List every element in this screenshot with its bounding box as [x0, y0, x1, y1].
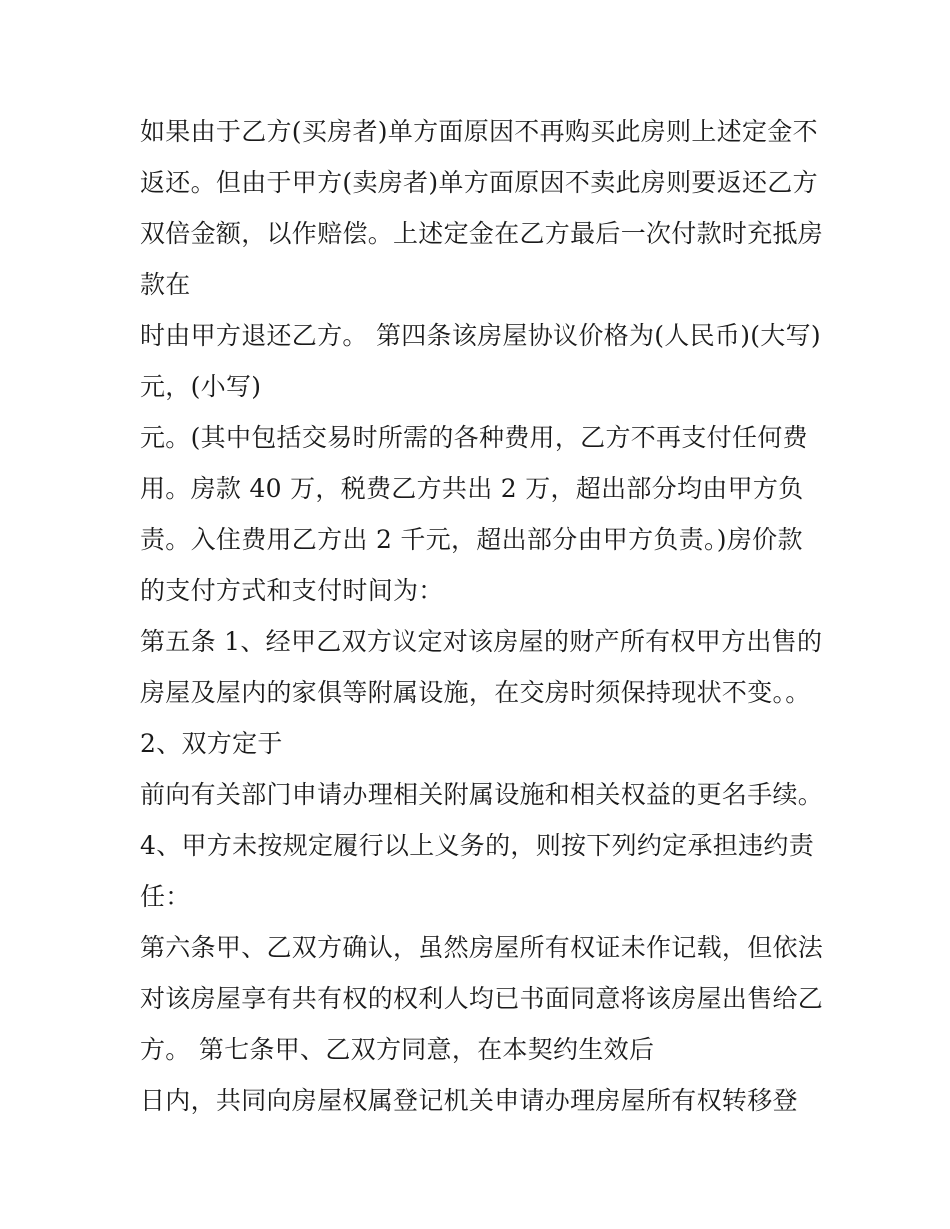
text-line: 对该房屋享有共有权的权利人均已书面同意将该房屋出售给乙	[140, 984, 824, 1013]
text-line: 第六条甲、乙双方确认，虽然房屋所有权证未作记载，但依法	[140, 933, 824, 962]
text-line: 任：	[140, 882, 191, 911]
text-line: 责。入住费用乙方出 2 千元，超出部分由甲方负责。)房价款	[140, 525, 803, 554]
text-line: 方。 第七条甲、乙双方同意，在本契约生效后	[140, 1035, 655, 1064]
text-line: 返还。但由于甲方(卖房者)单方面原因不卖此房则要返还乙方	[140, 168, 818, 197]
text-line: 双倍金额，以作赔偿。上述定金在乙方最后一次付款时充抵房	[140, 219, 824, 248]
text-line: 时由甲方退还乙方。 第四条该房屋协议价格为(人民币)(大写)	[140, 321, 821, 350]
text-line: 第五条 1、经甲乙双方议定对该房屋的财产所有权甲方出售的	[140, 627, 823, 656]
text-line: 元。(其中包括交易时所需的各种费用，乙方不再支付任何费	[140, 423, 808, 452]
text-line: 用。房款 40 万，税费乙方共出 2 万，超出部分均由甲方负	[140, 474, 804, 503]
text-line: 房屋及屋内的家俱等附属设施，在交房时须保持现状不变。。	[140, 678, 811, 707]
document-body	[140, 106, 840, 1126]
text-line: 如果由于乙方(买房者)单方面原因不再购买此房则上述定金不	[140, 117, 818, 146]
text-line: 款在	[140, 270, 191, 299]
text-line: 日内，共同向房屋权属登记机关申请办理房屋所有权转移登	[140, 1086, 798, 1115]
text-line: 元，(小写)	[140, 372, 262, 401]
text-line: 2、双方定于	[140, 729, 283, 758]
text-line: 4、甲方未按规定履行以上义务的，则按下列约定承担违约责	[140, 831, 815, 860]
text-line: 的支付方式和支付时间为：	[140, 576, 444, 605]
text-line: 前向有关部门申请办理相关附属设施和相关权益的更名手续。	[140, 780, 824, 809]
